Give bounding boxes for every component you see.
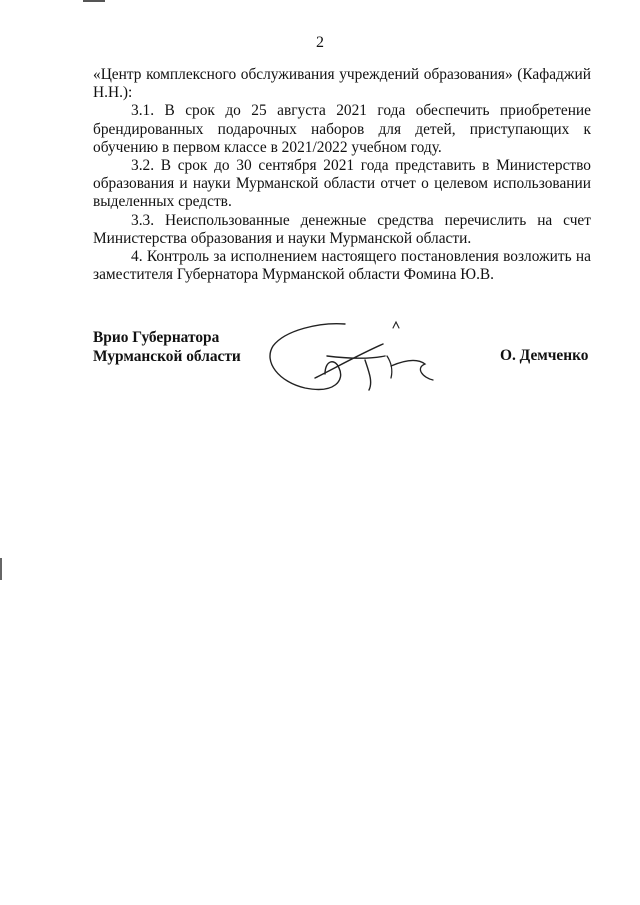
paragraph-3-1: 3.1. В срок до 25 августа 2021 года обеспечить приобретение брендированных подарочных наборов для детей, приступающих к обучению в первом классе в 2021/2022 учебном году.: [93, 102, 591, 156]
signatory-title: [93, 329, 241, 366]
document-body: [93, 66, 591, 284]
signatory-title-line1: Врио Губернатора: [93, 329, 220, 346]
paragraph-continuation: «Центр комплексного обслуживания учреждений образования» (Кафаджий Н.Н.):: [93, 66, 591, 102]
paragraph-3-2: 3.2. В срок до 30 сентября 2021 года представить в Министерство образования и науки Мурманской области отчет о целевом использовании выделенных средств.: [93, 157, 591, 211]
scan-mark: [83, 0, 105, 2]
signer-name: О. Демченко: [500, 347, 589, 364]
paragraph-3-3: 3.3. Неиспользованные денежные средства перечислить на счет Министерства образования и науки Мурманской области.: [93, 211, 591, 247]
signatory-title-line2: Мурманской области: [93, 347, 241, 365]
page-number: 2: [316, 34, 324, 51]
paragraph-4: 4. Контроль за исполнением настоящего постановления возложить на заместителя Губернатора Мурманской области Фомина Ю.В.: [93, 248, 591, 284]
scan-mark: [0, 558, 2, 580]
handwritten-signature: [265, 316, 445, 396]
